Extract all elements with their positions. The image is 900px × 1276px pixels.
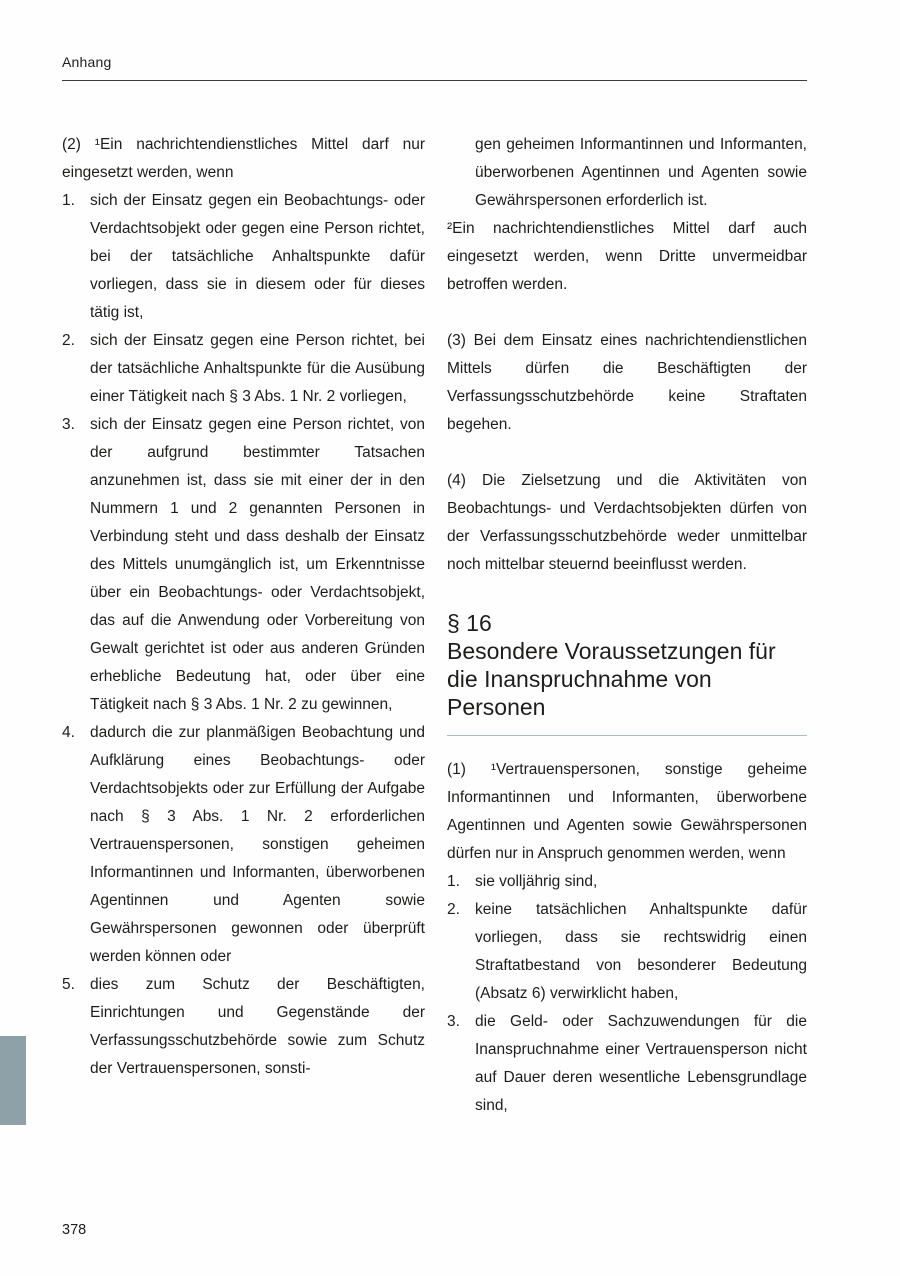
section-title: Besondere Voraussetzungen für die Inanspruchnahme von Personen (447, 638, 776, 720)
list-item-5-continuation: gen geheimen Informantinnen und Informanten, überworbenen Agentinnen und Agenten sowie Gewährspersonen erforderlich ist. (475, 136, 807, 209)
left-column (62, 131, 425, 1120)
list-item-text: die Geld- oder Sachzuwendungen für die Inanspruchnahme einer Vertrauensperson nicht auf Dauer deren wesentliche Lebensgrundlage sind, (475, 1013, 807, 1114)
list-item-2 (447, 896, 807, 1008)
section-heading (447, 609, 807, 721)
list-item-text: sie volljährig sind, (475, 873, 598, 890)
paragraph-3: (3) Bei dem Einsatz eines nachrichtendienstlichen Mittels dürfen die Beschäftigten der Verfassungsschutzbehörde keine Straftaten begehen. (447, 332, 807, 433)
section-rule (447, 735, 807, 736)
header-rule (62, 80, 807, 81)
page-number: 378 (62, 1222, 87, 1238)
section-number: § 16 (447, 610, 492, 636)
list-item-number: 3. (62, 416, 75, 433)
list-item-1 (447, 868, 807, 896)
paragraph-1-intro: (1) ¹Vertrauenspersonen, sonstige geheime Informantinnen und Informanten, überworbene Agentinnen und Agenten sowie Gewährspersonen dürfen nur in Anspruch genommen werden, wenn (447, 761, 807, 862)
list-item-number: 2. (62, 332, 75, 349)
paragraph-4: (4) Die Zielsetzung und die Aktivitäten von Beobachtungs- und Verdachtsobjekten dürfen von der Verfassungsschutzbehörde weder unmittelbar noch mittelbar steuernd beeinflusst werden. (447, 472, 807, 573)
list-item-text: keine tatsächlichen Anhaltspunkte dafür vorliegen, dass sie rechtswidrig einen Straftatbestand von besonderer Bedeutung (Absatz 6) verwirklicht haben, (475, 901, 807, 1002)
list-item-text: sich der Einsatz gegen eine Person richtet, von der aufgrund bestimmter Tatsachen anzunehmen ist, dass sie mit einer der in den Nummern 1 und 2 genannten Personen in Verbindung steht und dass deshalb der Einsatz des Mittels unumgänglich ist, um Erkenntnisse über ein Beobachtungs- oder Verdachtsobjekt, das auf die Anwendung oder Vorbereitung von Gewalt gerichtet ist oder aus anderen Gründen erhebliche Bedeutung hat, oder über eine Tätigkeit nach § 3 Abs. 1 Nr. 2 zu gewinnen, (90, 416, 425, 713)
list-item-5 (62, 971, 425, 1083)
list-item-3 (447, 1008, 807, 1120)
list-item-number: 2. (447, 901, 460, 918)
paragraph-2-sentence-2: ²Ein nachrichtendienstliches Mittel darf auch eingesetzt werden, wenn Dritte unvermeidbar betroffen werden. (447, 220, 807, 293)
list-item-1 (62, 187, 425, 327)
list-item-number: 5. (62, 976, 75, 993)
list-item-text: sich der Einsatz gegen ein Beobachtungs- oder Verdachtsobjekt oder gegen eine Person richtet, bei der tatsächliche Anhaltspunkte dafür vorliegen, dass sie in diesem oder für dieses tätig ist, (90, 192, 425, 321)
list-item-text: dadurch die zur planmäßigen Beobachtung und Aufklärung eines Beobachtungs- oder Verdachtsobjekts oder zur Erfüllung der Aufgabe nach § 3 Abs. 1 Nr. 2 erforderlichen Vertrauenspersonen, sonstigen geheimen Informantinnen und Informanten, überworbenen Agentinnen und Agenten sowie Gewährspersonen gewonnen oder überprüft werden können oder (90, 724, 425, 965)
list-item-number: 1. (447, 873, 460, 890)
list-item-number: 4. (62, 724, 75, 741)
list-item-number: 1. (62, 192, 75, 209)
list-item-text: dies zum Schutz der Beschäftigten, Einrichtungen und Gegenstände der Verfassungsschutzbehörde sowie zum Schutz der Vertrauenspersonen, sonsti- (90, 976, 425, 1077)
list-item-4 (62, 719, 425, 971)
list-item-2 (62, 327, 425, 411)
list-item-number: 3. (447, 1013, 460, 1030)
two-column-body (62, 131, 807, 1120)
page-edge-tab-marker (0, 1036, 26, 1125)
right-column (447, 131, 807, 1120)
paragraph-2-intro: (2) ¹Ein nachrichtendienstliches Mittel darf nur eingesetzt werden, wenn (62, 136, 425, 181)
list-item-text: sich der Einsatz gegen eine Person richtet, bei der tatsächliche Anhaltspunkte für die Ausübung einer Tätigkeit nach § 3 Abs. 1 Nr. 2 vorliegen, (90, 332, 425, 405)
running-header: Anhang (62, 54, 112, 70)
list-item-3 (62, 411, 425, 719)
